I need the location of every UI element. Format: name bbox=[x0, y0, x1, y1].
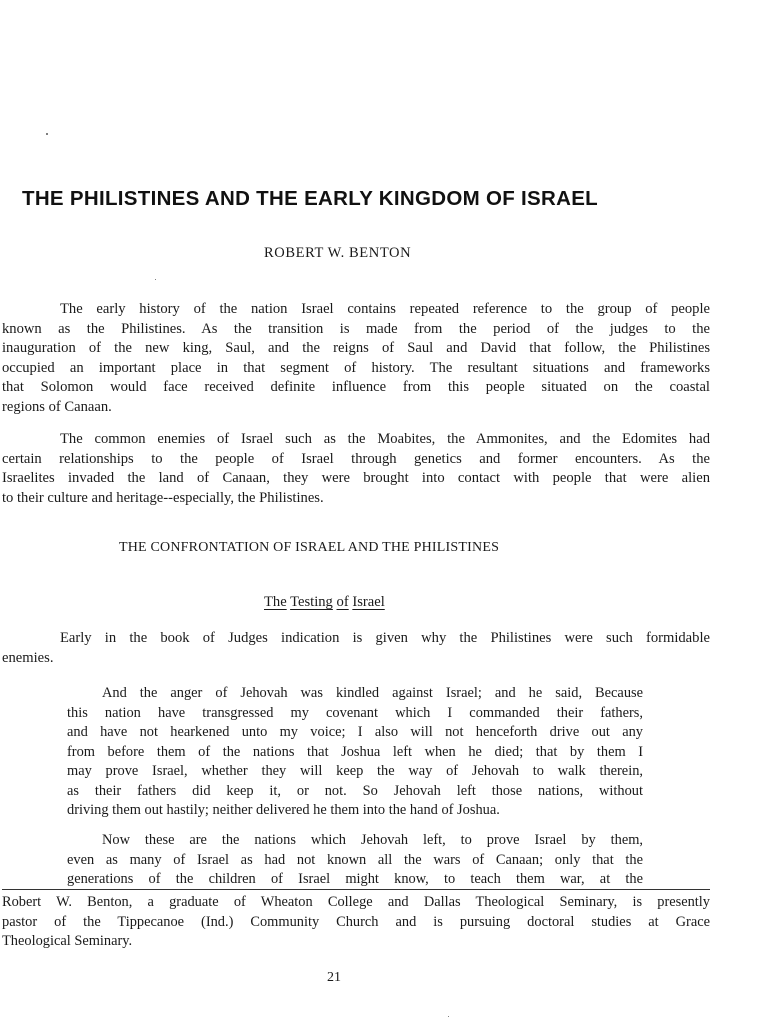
subheading-word: of bbox=[336, 594, 349, 610]
text-line: inauguration of the new king, Saul, and the reigns of Saul and David that follow, the Philistines bbox=[2, 340, 710, 356]
block-quote-2 bbox=[67, 831, 643, 890]
scan-speck bbox=[448, 1016, 449, 1017]
text-line: to their culture and heritage--especially, the Philistines. bbox=[2, 489, 324, 506]
footnote-line: Robert W. Benton, a graduate of Wheaton College and Dallas Theological Seminary, is presently bbox=[2, 894, 710, 910]
quote-line: and have not hearkened unto my voice; I also will not henceforth drive out any bbox=[67, 724, 643, 740]
intro-paragraph-2 bbox=[2, 430, 710, 508]
text-line: certain relationships to the people of Israel through genetics and former encounters. As the bbox=[2, 450, 710, 467]
quote-line: may prove Israel, whether they will keep the way of Jehovah to walk therein, bbox=[67, 763, 643, 779]
subheading-word: Testing bbox=[290, 594, 333, 610]
quote-line: even as many of Israel as had not known all the wars of Canaan; only that the bbox=[67, 851, 643, 868]
quote-line: as their fathers did keep it, or not. So Jehovah left those nations, without bbox=[67, 782, 643, 799]
quote-line: from before them of the nations that Joshua left when he died; that by them I bbox=[67, 743, 643, 760]
body-paragraph bbox=[2, 629, 710, 668]
text-line: regions of Canaan. bbox=[2, 398, 112, 415]
section-heading: THE CONFRONTATION OF ISRAEL AND THE PHILISTINES bbox=[119, 540, 500, 555]
quote-line: And the anger of Jehovah was kindled against Israel; and he said, Because bbox=[102, 685, 643, 701]
footnote-line: Theological Seminary. bbox=[2, 933, 133, 949]
text-line: Israelites invaded the land of Canaan, they were brought into contact with people that were alien bbox=[2, 470, 710, 486]
text-line: occupied an important place in that segment of history. The resultant situations and frameworks bbox=[2, 359, 710, 376]
subheading-word: The bbox=[264, 594, 287, 610]
quote-line: Now these are the nations which Jehovah left, to prove Israel by them, bbox=[102, 832, 643, 848]
text-line: known as the Philistines. As the transition is made from the period of the judges to the bbox=[2, 320, 710, 337]
footnote-divider bbox=[2, 889, 710, 890]
block-quote-1 bbox=[67, 684, 643, 821]
text-line: enemies. bbox=[2, 649, 54, 666]
text-line: The early history of the nation Israel contains repeated reference to the group of people bbox=[60, 301, 710, 317]
text-line: Early in the book of Judges indication is given why the Philistines were such formidable bbox=[60, 630, 710, 646]
page-number: 21 bbox=[327, 970, 341, 985]
footnote-line: pastor of the Tippecanoe (Ind.) Community Church and is pursuing doctoral studies at Grace bbox=[2, 913, 710, 930]
article-title: THE PHILISTINES AND THE EARLY KINGDOM OF ISRAEL bbox=[22, 187, 598, 210]
text-line: The common enemies of Israel such as the Moabites, the Ammonites, and the Edomites had bbox=[60, 431, 710, 447]
author-footnote bbox=[2, 893, 710, 952]
quote-line: generations of the children of Israel might know, to teach them war, at the bbox=[67, 871, 643, 887]
article-author: ROBERT W. BENTON bbox=[264, 245, 412, 261]
text-line: that Solomon would face received definite influence from this people situated on the coastal bbox=[2, 379, 710, 395]
subheading-word: Israel bbox=[352, 594, 385, 610]
scan-speck bbox=[46, 133, 48, 135]
quote-line: this nation have transgressed my covenant which I commanded their fathers, bbox=[67, 704, 643, 721]
intro-paragraph-1 bbox=[2, 300, 710, 417]
subheading bbox=[264, 594, 385, 611]
quote-line: driving them out hastily; neither delivered he them into the hand of Joshua. bbox=[67, 802, 500, 818]
scan-speck bbox=[155, 279, 156, 280]
